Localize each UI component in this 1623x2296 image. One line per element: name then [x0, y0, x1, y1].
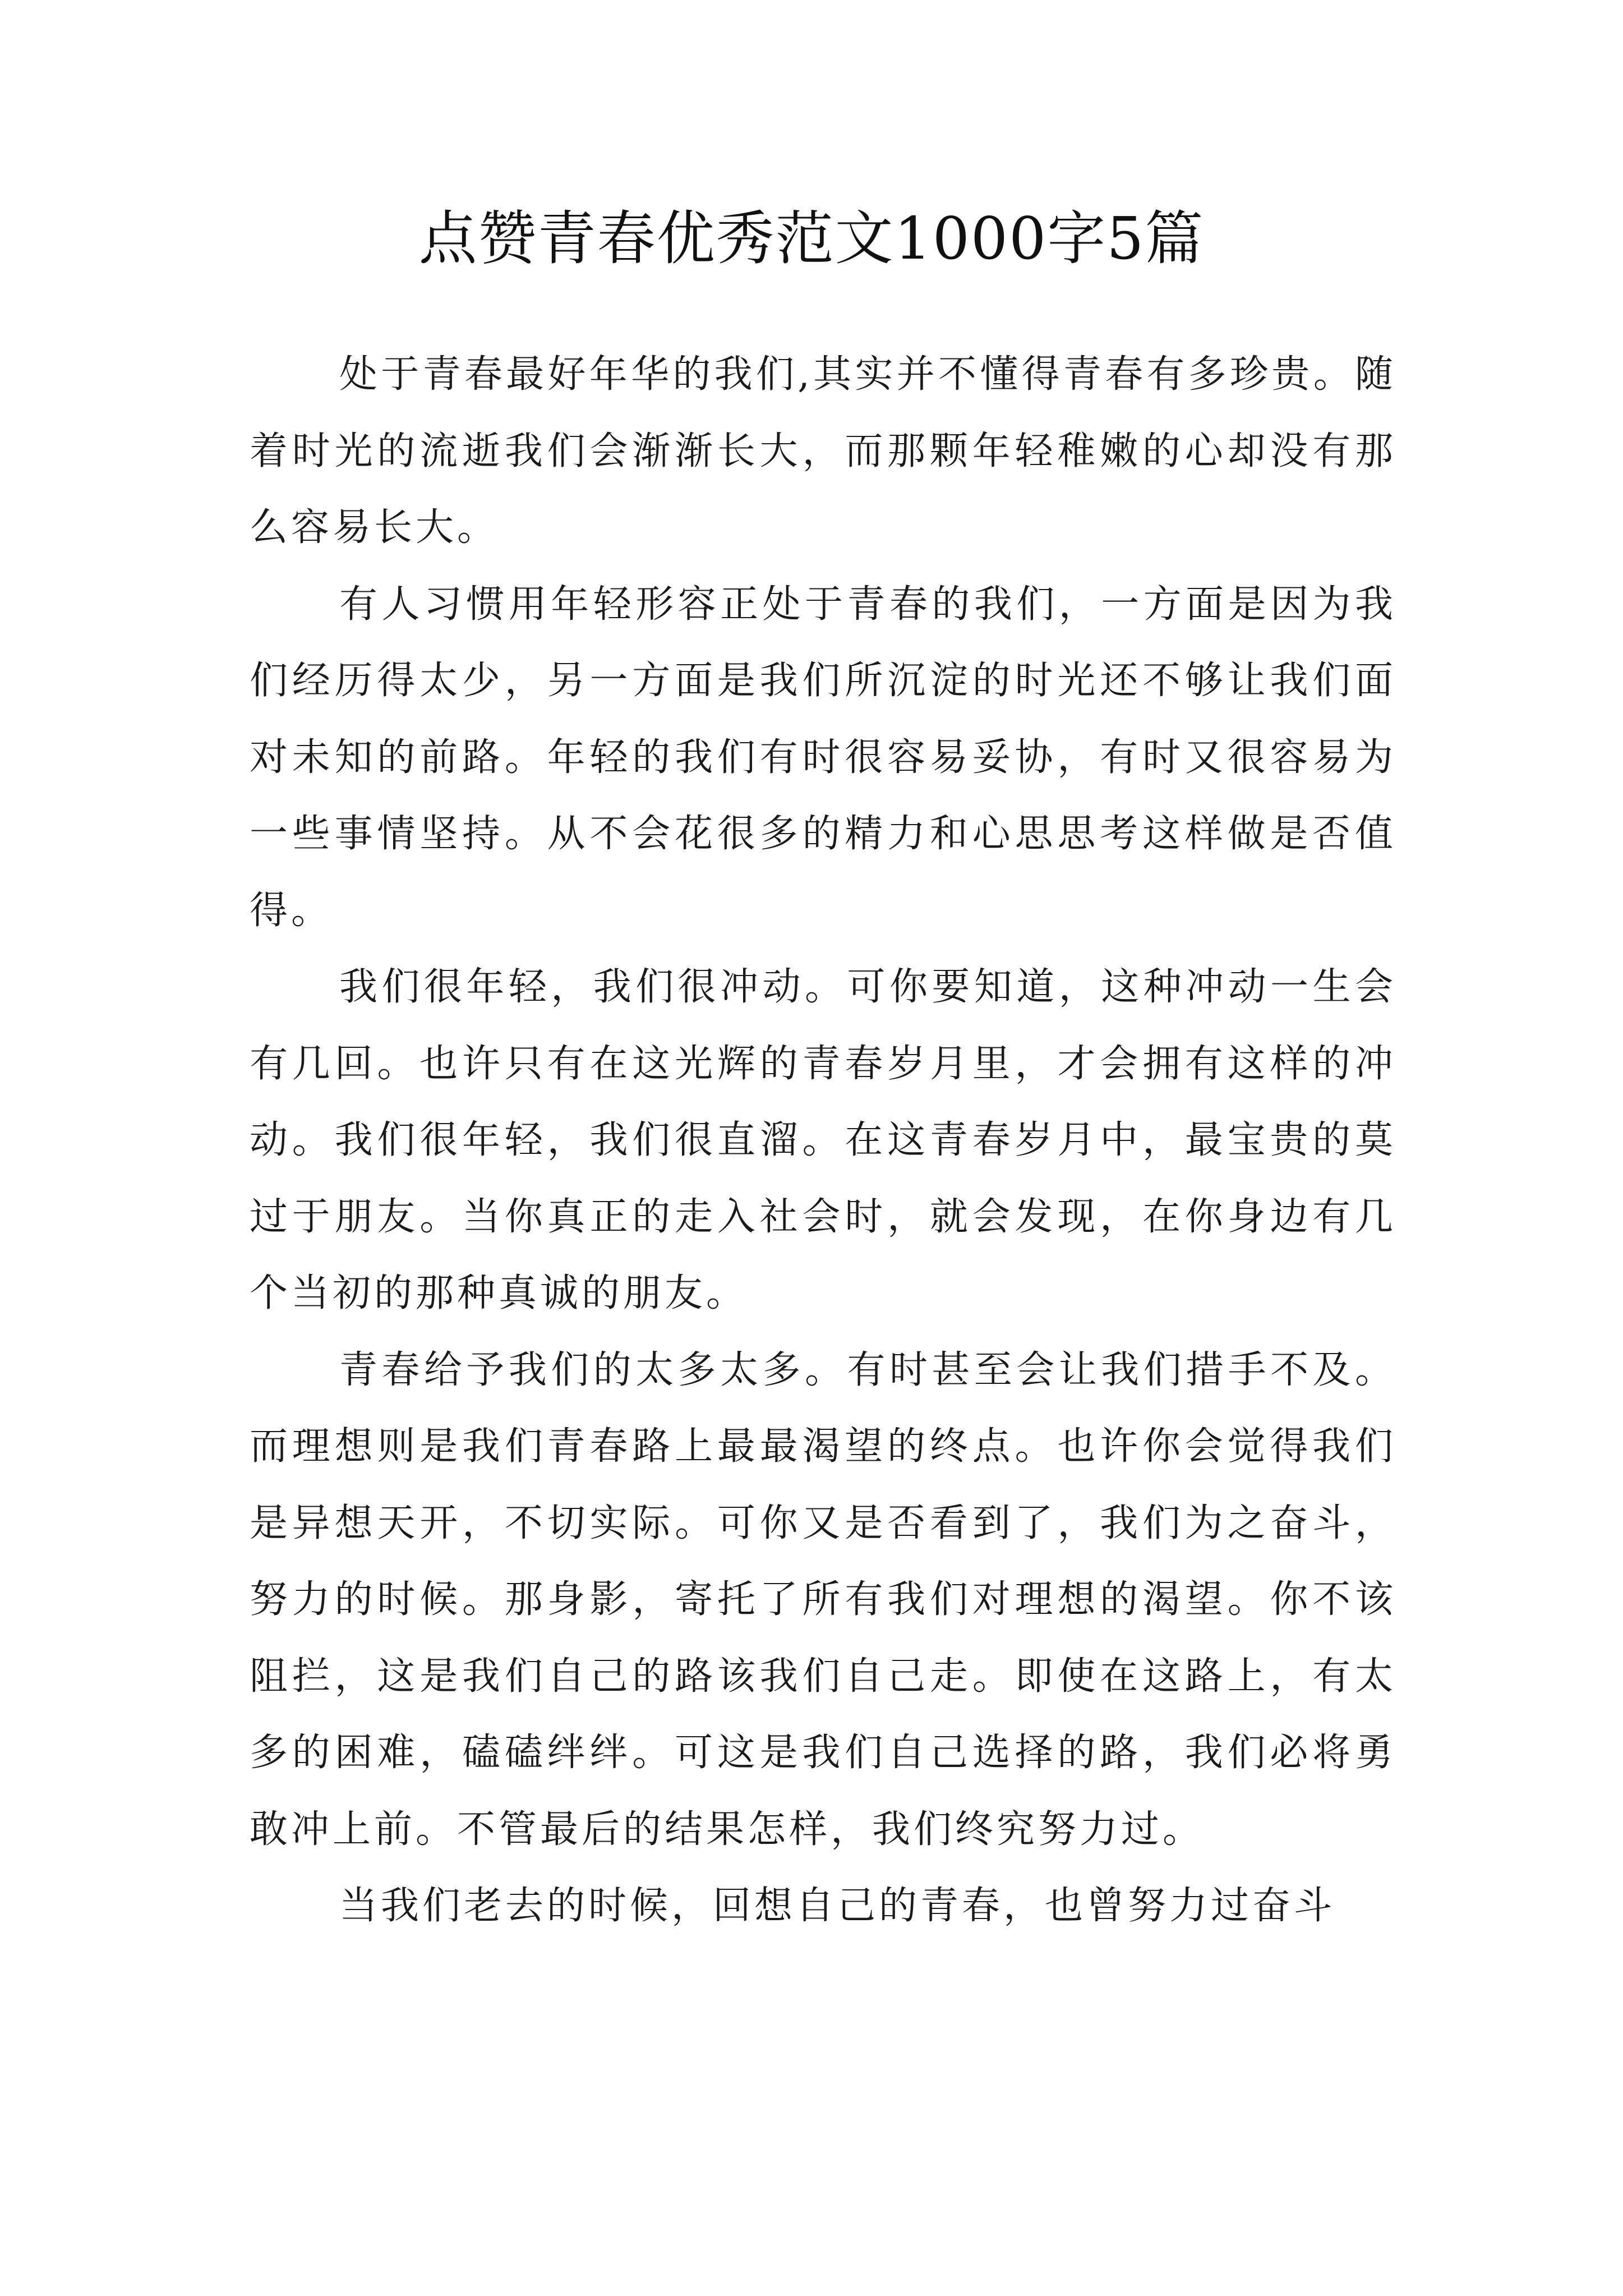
paragraph-3: 我们很年轻，我们很冲动。可你要知道，这种冲动一生会有几回。也许只有在这光辉的青春岁月里，才会拥有这样的冲动。我们很年轻，我们很直溜。在这青春岁月中，最宝贵的莫过于朋友。当你真正的走入社会时，就会发现，在你身边有几个当初的那种真诚的朋友。 [250, 965, 1396, 1315]
paragraph-4: 青春给予我们的太多太多。有时甚至会让我们措手不及。而理想则是我们青春路上最最渴望的终点。也许你会觉得我们是异想天开，不切实际。可你又是否看到了，我们为之奋斗，努力的时候。那身影，寄托了所有我们对理想的渴望。你不该阻拦，这是我们自己的路该我们自己走。即使在这路上，有太多的困难，磕磕绊绊。可这是我们自己选择的路，我们必将勇敢冲上前。不管最后的结果怎样，我们终究努力过。 [250, 1347, 1396, 1852]
paragraph-1: 处于青春最好年华的我们,其实并不懂得青春有多珍贵。随着时光的流逝我们会渐渐长大，而那颗年轻稚嫩的心却没有那么容易长大。 [250, 352, 1396, 550]
document-body [250, 337, 1396, 1945]
paragraph-5: 当我们老去的时候，回想自己的青春，也曾努力过奋斗 [339, 1884, 1336, 1928]
paragraph-2: 有人习惯用年轻形容正处于青春的我们，一方面是因为我们经历得太少，另一方面是我们所沉淀的时光还不够让我们面对未知的前路。年轻的我们有时很容易妥协，有时又很容易为一些事情坚持。从不会花很多的精力和心思思考这样做是否值得。 [250, 582, 1396, 933]
document-title: 点赞青春优秀范文1000字5篇 [418, 204, 1205, 273]
